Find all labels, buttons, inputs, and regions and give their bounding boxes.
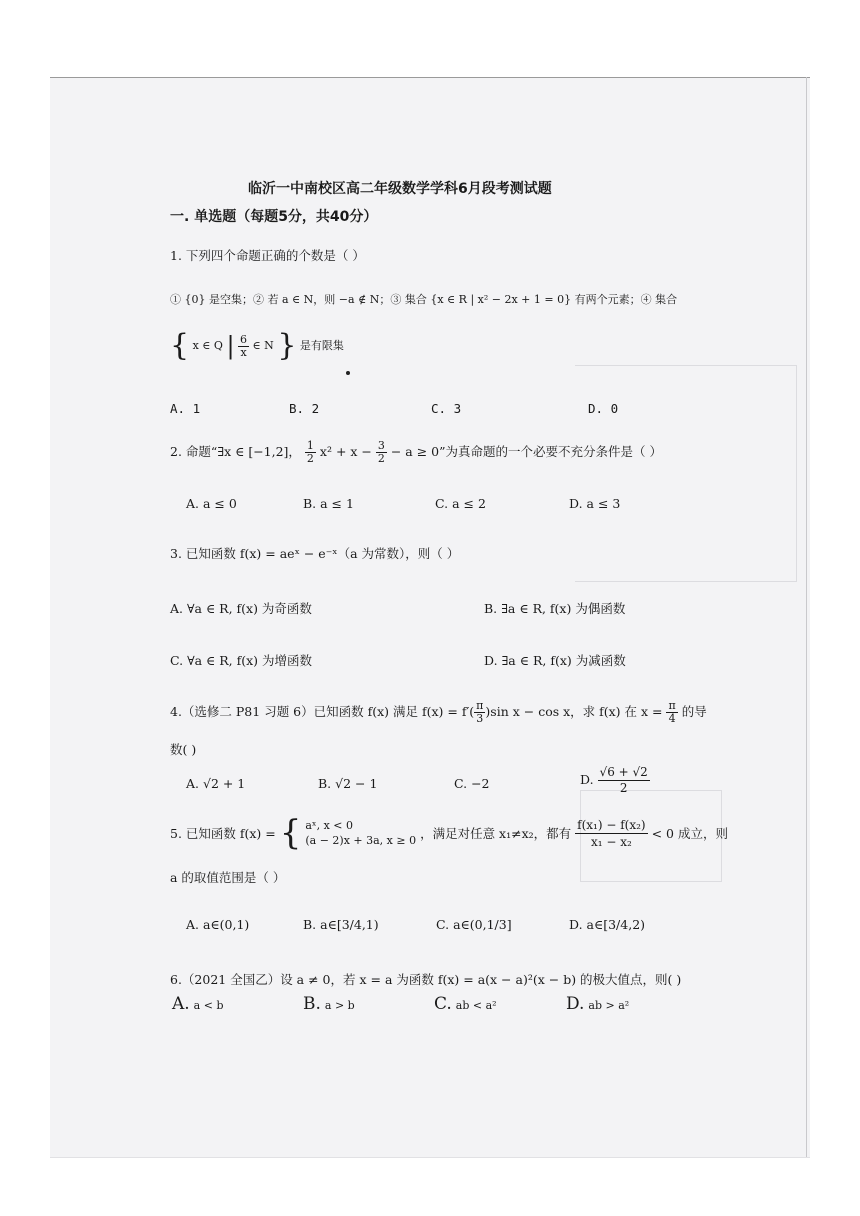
q4-stem: 4.（选修二 P81 习题 6）已知函数 f(x) 满足 f(x) = f′( $\frac{\pi}{3}$ )sin x − cos x，求 f(x) 在 x = $\frac{\pi}{4}$ 的导	[170, 699, 707, 725]
q5-option-b[interactable]: B. a∈[3/4,1)	[303, 917, 379, 932]
q2-option-b[interactable]: B. a ≤ 1	[303, 496, 354, 511]
bottom-border	[50, 1157, 810, 1158]
q4-fraction-pi-3: $\frac{\pi}{3}$	[476, 699, 484, 725]
q1-statements: ① {0} 是空集；② 若 a ∈ N，则 −a ∉ N；③ 集合 {x ∈ R | x² − 2x + 1 = 0} 有两个元素；④ 集合	[170, 293, 678, 306]
q5-condition-fraction: $\frac{\text{f(x₁) − f(x₂)}}{\text{x₁ − x₂}}$	[577, 817, 646, 849]
q1-set-tail: 是有限集	[299, 339, 344, 352]
q1-stem: 1. 下列四个命题正确的个数是（ ）	[170, 248, 365, 263]
q3-option-c[interactable]: C. ∀a ∈ R, f(x) 为增函数	[170, 653, 313, 668]
q1-option-c[interactable]: C. 3	[431, 401, 462, 416]
right-border	[806, 77, 807, 1157]
bleed-through-table	[575, 365, 797, 582]
q6-stem: 6.（2021 全国乙）设 a ≠ 0，若 x = a 为函数 f(x) = a(x − a)²(x − b) 的极大值点，则( )	[170, 972, 682, 987]
q1-option-b[interactable]: B. 2	[289, 401, 320, 416]
q4-option-b[interactable]: B. √2 − 1	[318, 776, 378, 791]
section-heading: 一. 单选题（每题5分，共40分）	[170, 209, 378, 225]
q2-stem: 2. 命题“∃x ∈ [−1,2]， $\frac{1}{2}$ x² + x − $\frac{3}{2}$ − a ≥ 0”为真命题的一个必要不充分条件是（ ）	[170, 439, 662, 465]
ink-dot	[346, 371, 350, 375]
q1-set-fraction: $\frac{6}{x}$	[240, 332, 248, 359]
q4-option-c[interactable]: C. −2	[454, 776, 490, 791]
q5-stem-line2: a 的取值范围是（ ）	[170, 870, 286, 885]
q2-fraction-half: $\frac{1}{2}$	[306, 439, 314, 465]
exam-title: 临沂一中南校区高二年级数学学科6月段考测试题	[248, 181, 552, 197]
q3-option-b[interactable]: B. ∃a ∈ R, f(x) 为偶函数	[484, 601, 626, 616]
q4-option-d[interactable]: D. $\frac{√6 + √2}{2}$	[580, 765, 648, 795]
q3-stem: 3. 已知函数 f(x) = aeˣ − e⁻ˣ（a 为常数），则（ ）	[170, 546, 460, 561]
q3-option-d[interactable]: D. ∃a ∈ R, f(x) 为减函数	[484, 653, 626, 668]
q1-set-suffix: ∈ N	[252, 339, 274, 352]
bleed-through-area	[575, 160, 797, 600]
q3-option-a[interactable]: A. ∀a ∈ R, f(x) 为奇函数	[170, 601, 312, 616]
q1-set-line: { x ∈ Q | $\frac{6}{x}$ ∈ N } 是有限集	[170, 328, 344, 363]
q1-option-a[interactable]: A. 1	[170, 401, 201, 416]
q5-option-a[interactable]: A. a∈(0,1)	[186, 917, 250, 932]
q5-option-d[interactable]: D. a∈[3/4,2)	[569, 917, 646, 932]
q2-fraction-three-halves: $\frac{3}{2}$	[377, 439, 385, 465]
q5-piecewise: aˣ, x < 0 (a − 2)x + 3a, x ≥ 0	[305, 819, 417, 847]
q4-option-a[interactable]: A. √2 + 1	[186, 776, 246, 791]
q1-set-prefix: x ∈ Q	[192, 339, 223, 352]
q5-stem: 5. 已知函数 f(x) = { aˣ, x < 0 (a − 2)x + 3a, x ≥ 0 ，满足对任意 x₁≠x₂，都有 $\frac{\text{f(x₁) − f(x₂)}}{\text{x₁ − x₂}}$ < 0 成立，则	[170, 813, 728, 853]
q2-option-d[interactable]: D. a ≤ 3	[569, 496, 621, 511]
q2-option-a[interactable]: A. a ≤ 0	[186, 496, 237, 511]
q4-stem-line2: 数( )	[170, 742, 197, 757]
q6-option-a[interactable]: A. a < b	[172, 994, 224, 1014]
top-border	[50, 77, 810, 78]
q6-option-c[interactable]: C. ab < a²	[434, 994, 497, 1014]
q4-option-d-fraction: $\frac{√6 + √2}{2}$	[599, 765, 648, 795]
q6-option-b[interactable]: B. a > b	[303, 994, 355, 1014]
q6-option-d[interactable]: D. ab > a²	[566, 994, 630, 1014]
q5-option-c[interactable]: C. a∈(0,1/3]	[436, 917, 512, 932]
q1-option-d[interactable]: D. 0	[588, 401, 619, 416]
q2-option-c[interactable]: C. a ≤ 2	[435, 496, 486, 511]
q4-fraction-pi-4: $\frac{\pi}{4}$	[668, 699, 676, 725]
